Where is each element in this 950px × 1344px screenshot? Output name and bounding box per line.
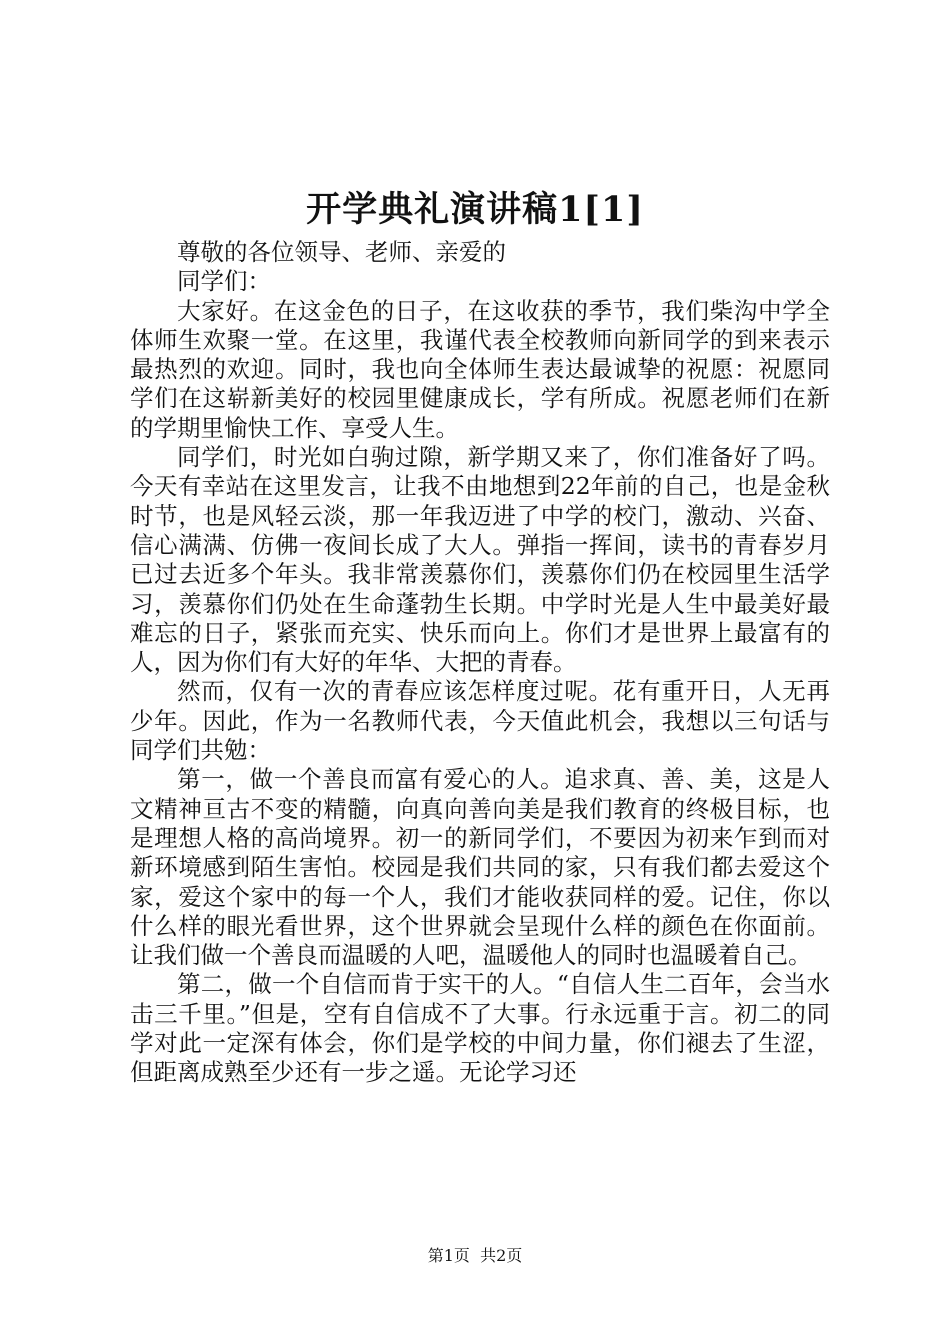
page-footer	[0, 1244, 950, 1268]
paragraph-point-one: 第一，做一个善良而富有爱心的人。追求真、善、美，这是人文精神亘古不变的精髓，向真向善向美是我们教育的终极目标，也是理想人格的高尚境界。初一的新同学们，不要因为初来乍到而对新环境感到陌生害怕。校园是我们共同的家，只有我们都去爱这个家，爱这个家中的每一个人，我们才能收获同样的爱。记住，你以什么样的眼光看世界，这个世界就会呈现什么样的颜色在你面前。让我们做一个善良而温暖的人吧，温暖他人的同时也温暖着自己。	[130, 765, 830, 970]
paragraph-point-two: 第二，做一个自信而肯于实干的人。“自信人生二百年，会当水击三千里。”但是，空有自信成不了大事。行永远重于言。初二的同学对此一定深有体会，你们是学校的中间力量，你们褪去了生涩，但距离成熟至少还有一步之遥。无论学习还	[130, 970, 830, 1087]
document-title: 开学典礼演讲稿1[1]	[306, 189, 644, 230]
salutation-line-2: 同学们：	[177, 267, 271, 296]
document-body	[130, 238, 830, 1088]
paragraph-transition: 然而，仅有一次的青春应该怎样度过呢。花有重开日，人无再少年。因此，作为一名教师代表，今天值此机会，我想以三句话与同学们共勉：	[130, 677, 830, 765]
footer-separator	[470, 1246, 480, 1265]
paragraph-reflection: 同学们，时光如白驹过隙，新学期又来了，你们准备好了吗。今天有幸站在这里发言，让我不由地想到22年前的自己，也是金秋时节，也是风轻云淡，那一年我迈进了中学的校门，激动、兴奋、信心满满、仿佛一夜间长成了大人。弹指一挥间，读书的青春岁月已过去近多个年头。我非常羡慕你们，羡慕你们仍在校园里生活学习，羡慕你们仍处在生命蓬勃生长期。中学时光是人生中最美好最难忘的日子，紧张而充实、快乐而向上。你们才是世界上最富有的人，因为你们有大好的年华、大把的青春。	[130, 443, 830, 677]
page-total: 共2页	[480, 1246, 523, 1265]
page-number: 第1页	[427, 1246, 470, 1265]
salutation-line-1: 尊敬的各位领导、老师、亲爱的	[177, 238, 506, 266]
paragraph-greeting: 大家好。在这金色的日子，在这收获的季节，我们柴沟中学全体师生欢聚一堂。在这里，我谨代表全校教师向新同学的到来表示最热烈的欢迎。同时，我也向全体师生表达最诚挚的祝愿：祝愿同学们在这崭新美好的校园里健康成长，学有所成。祝愿老师们在新的学期里愉快工作、享受人生。	[130, 296, 830, 442]
